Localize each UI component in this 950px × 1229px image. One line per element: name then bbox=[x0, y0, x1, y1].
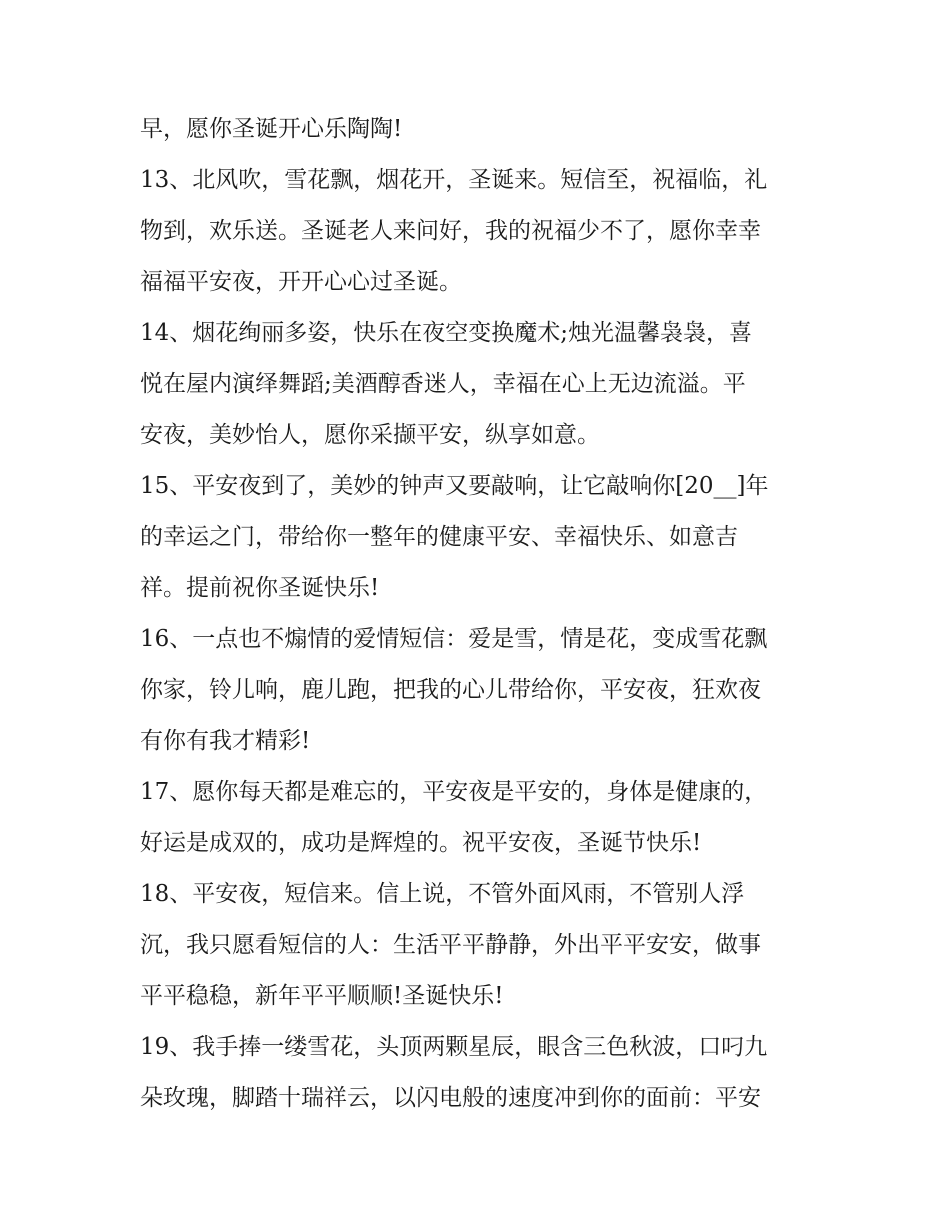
text-line: 早，愿你圣诞开心乐陶陶! bbox=[140, 116, 403, 142]
text-line: 有你有我才精彩! bbox=[140, 728, 311, 754]
text-line: 祥。提前祝你圣诞快乐! bbox=[140, 575, 380, 601]
text-line: 你家，铃儿响，鹿儿跑，把我的心儿带给你，平安夜，狂欢夜 bbox=[140, 677, 761, 703]
text-line: 福福平安夜，开开心心过圣诞。 bbox=[140, 269, 462, 295]
text-line: 17、愿你每天都是难忘的，平安夜是平安的，身体是健康的， bbox=[140, 779, 768, 805]
text-line: 19、我手捧一缕雪花，头顶两颗星辰，眼含三色秋波，口叼九 bbox=[140, 1034, 768, 1060]
text-line: 的幸运之门，带给你一整年的健康平安、幸福快乐、如意吉 bbox=[140, 524, 738, 550]
text-line: 安夜，美妙怡人，愿你采撷平安，纵享如意。 bbox=[140, 422, 600, 448]
text-line: 物到，欢乐送。圣诞老人来问好，我的祝福少不了，愿你幸幸 bbox=[140, 218, 761, 244]
text-line: 16、一点也不煽情的爱情短信：爱是雪，情是花，变成雪花飘 bbox=[140, 626, 768, 652]
text-line: 好运是成双的，成功是辉煌的。祝平安夜，圣诞节快乐! bbox=[140, 830, 702, 856]
text-line: 朵玫瑰，脚踏十瑞祥云，以闪电般的速度冲到你的面前：平安 bbox=[140, 1085, 761, 1111]
text-line: 平平稳稳，新年平平顺顺!圣诞快乐! bbox=[140, 983, 504, 1009]
text-line: 沉，我只愿看短信的人：生活平平静静，外出平平安安，做事 bbox=[140, 932, 761, 958]
text-line: 14、烟花绚丽多姿，快乐在夜空变换魔术;烛光温馨袅袅，喜 bbox=[140, 320, 753, 346]
document-body bbox=[140, 104, 820, 1124]
text-line: 13、北风吹，雪花飘，烟花开，圣诞来。短信至，祝福临，礼 bbox=[140, 167, 768, 193]
text-line: 悦在屋内演绎舞蹈;美酒醇香迷人，幸福在心上无边流溢。平 bbox=[140, 371, 746, 397]
text-line: 18、平安夜，短信来。信上说，不管外面风雨，不管别人浮 bbox=[140, 881, 745, 907]
text-line: 15、平安夜到了，美妙的钟声又要敲响，让它敲响你[20__]年 bbox=[140, 473, 769, 499]
